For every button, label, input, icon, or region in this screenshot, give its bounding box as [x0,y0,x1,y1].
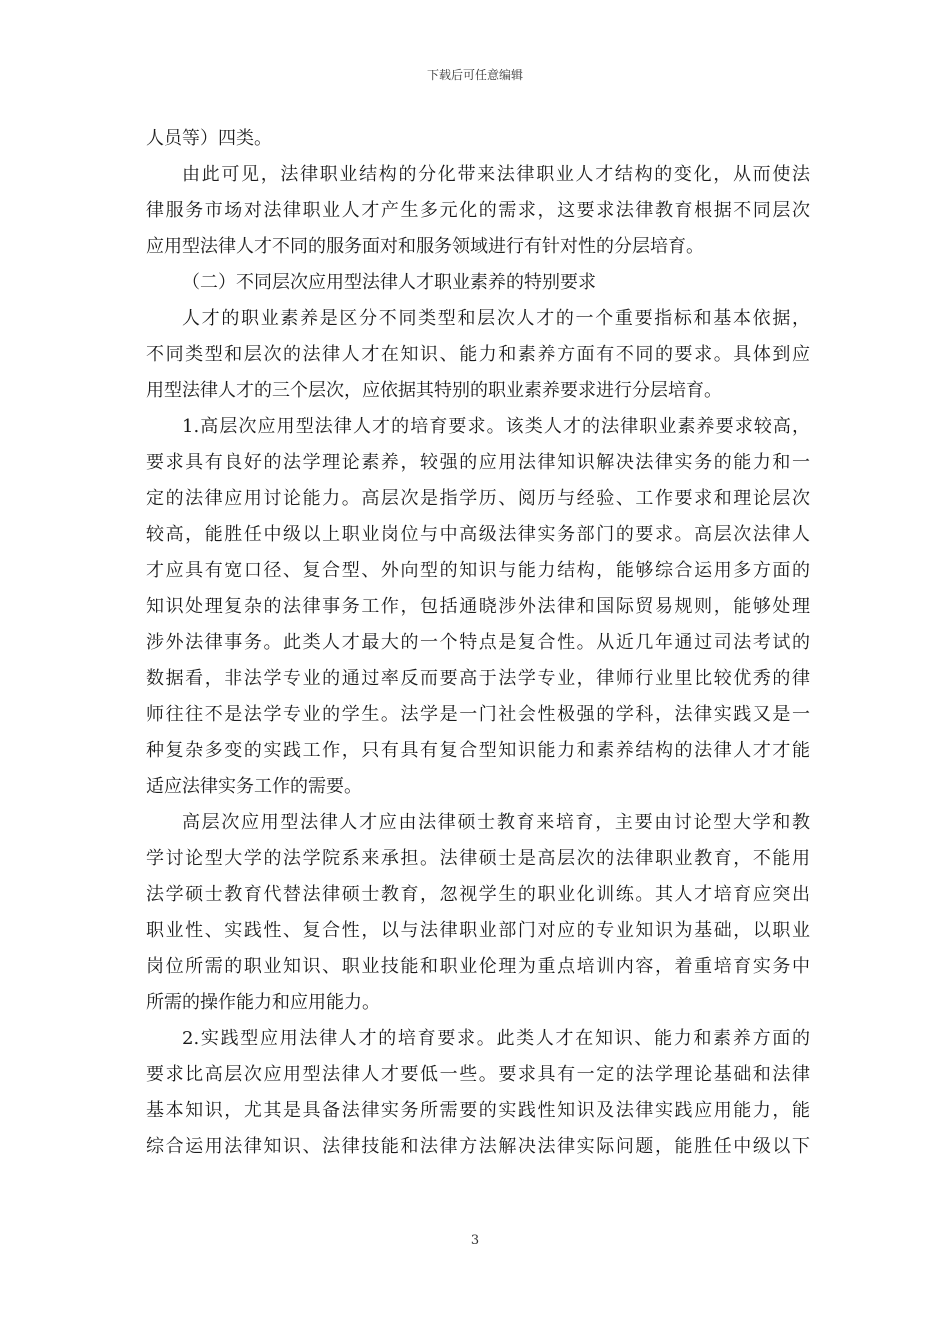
page-header: 下载后可任意编辑 [426,68,523,82]
text-line: 数据看，非法学专业的通过率反而要高于法学专业，律师行业里比较优秀的律 [146,668,810,689]
text-line: 职业性、实践性、复合性，以与法律职业部门对应的专业知识为基础，以职业 [146,920,810,941]
text-line: 基本知识，尤其是具备法律实务所需要的实践性知识及法律实践应用能力，能 [146,1100,810,1121]
text-line: 人才的职业素养是区分不同类型和层次人才的一个重要指标和基本依据， [182,308,810,329]
text-line: 综合运用法律知识、法律技能和法律方法解决法律实际问题，能胜任中级以下 [146,1136,810,1157]
text-line: 所需的操作能力和应用能力。 [146,992,380,1013]
text-line: 适应法律实务工作的需要。 [146,776,362,797]
text-line: 高层次应用型法律人才应由法律硕士教育来培育，主要由讨论型大学和教 [182,812,810,833]
text-line: 才应具有宽口径、复合型、外向型的知识与能力结构，能够综合运用多方面的 [146,560,810,581]
text-line: 要求比高层次应用型法律人才要低一些。要求具有一定的法学理论基础和法律 [146,1064,810,1085]
text-line: 师往往不是法学专业的学生。法学是一门社会性极强的学科，法律实践又是一 [146,704,810,725]
text-line: 应用型法律人才不同的服务面对和服务领域进行有针对性的分层培育。 [146,236,704,257]
text-line: 人员等）四类。 [146,128,272,149]
text-line: 律服务市场对法律职业人才产生多元化的需求，这要求法律教育根据不同层次 [146,200,810,221]
text-line: 由此可见，法律职业结构的分化带来法律职业人才结构的变化，从而使法 [182,164,810,185]
text-line: 1.高层次应用型法律人才的培育要求。该类人才的法律职业素养要求较高， [182,416,810,437]
text-line: 定的法律应用讨论能力。高层次是指学历、阅历与经验、工作要求和理论层次 [146,488,810,509]
text-line: 较高，能胜任中级以上职业岗位与中高级法律实务部门的要求。高层次法律人 [146,524,810,545]
text-line: 2.实践型应用法律人才的培育要求。此类人才在知识、能力和素养方面的 [182,1028,810,1049]
page-number: 3 [470,1233,480,1248]
text-line: 法学硕士教育代替法律硕士教育，忽视学生的职业化训练。其人才培育应突出 [146,884,810,905]
document-body [146,121,810,1165]
text-line: 不同类型和层次的法律人才在知识、能力和素养方面有不同的要求。具体到应 [146,344,810,365]
text-line: 学讨论型大学的法学院系来承担。法律硕士是高层次的法律职业教育，不能用 [146,848,810,869]
text-line: 用型法律人才的三个层次，应依据其特别的职业素养要求进行分层培育。 [146,380,722,401]
text-line: 种复杂多变的实践工作，只有具有复合型知识能力和素养结构的法律人才才能 [146,740,810,761]
text-line: 岗位所需的职业知识、职业技能和职业伦理为重点培训内容，着重培育实务中 [146,956,810,977]
text-line: 涉外法律事务。此类人才最大的一个特点是复合性。从近几年通过司法考试的 [146,632,810,653]
text-line: 知识处理复杂的法律事务工作，包括通晓涉外法律和国际贸易规则，能够处理 [146,596,810,617]
section-heading: （二）不同层次应用型法律人才职业素养的特别要求 [182,272,596,293]
text-line: 要求具有良好的法学理论素养，较强的应用法律知识解决法律实务的能力和一 [146,452,810,473]
